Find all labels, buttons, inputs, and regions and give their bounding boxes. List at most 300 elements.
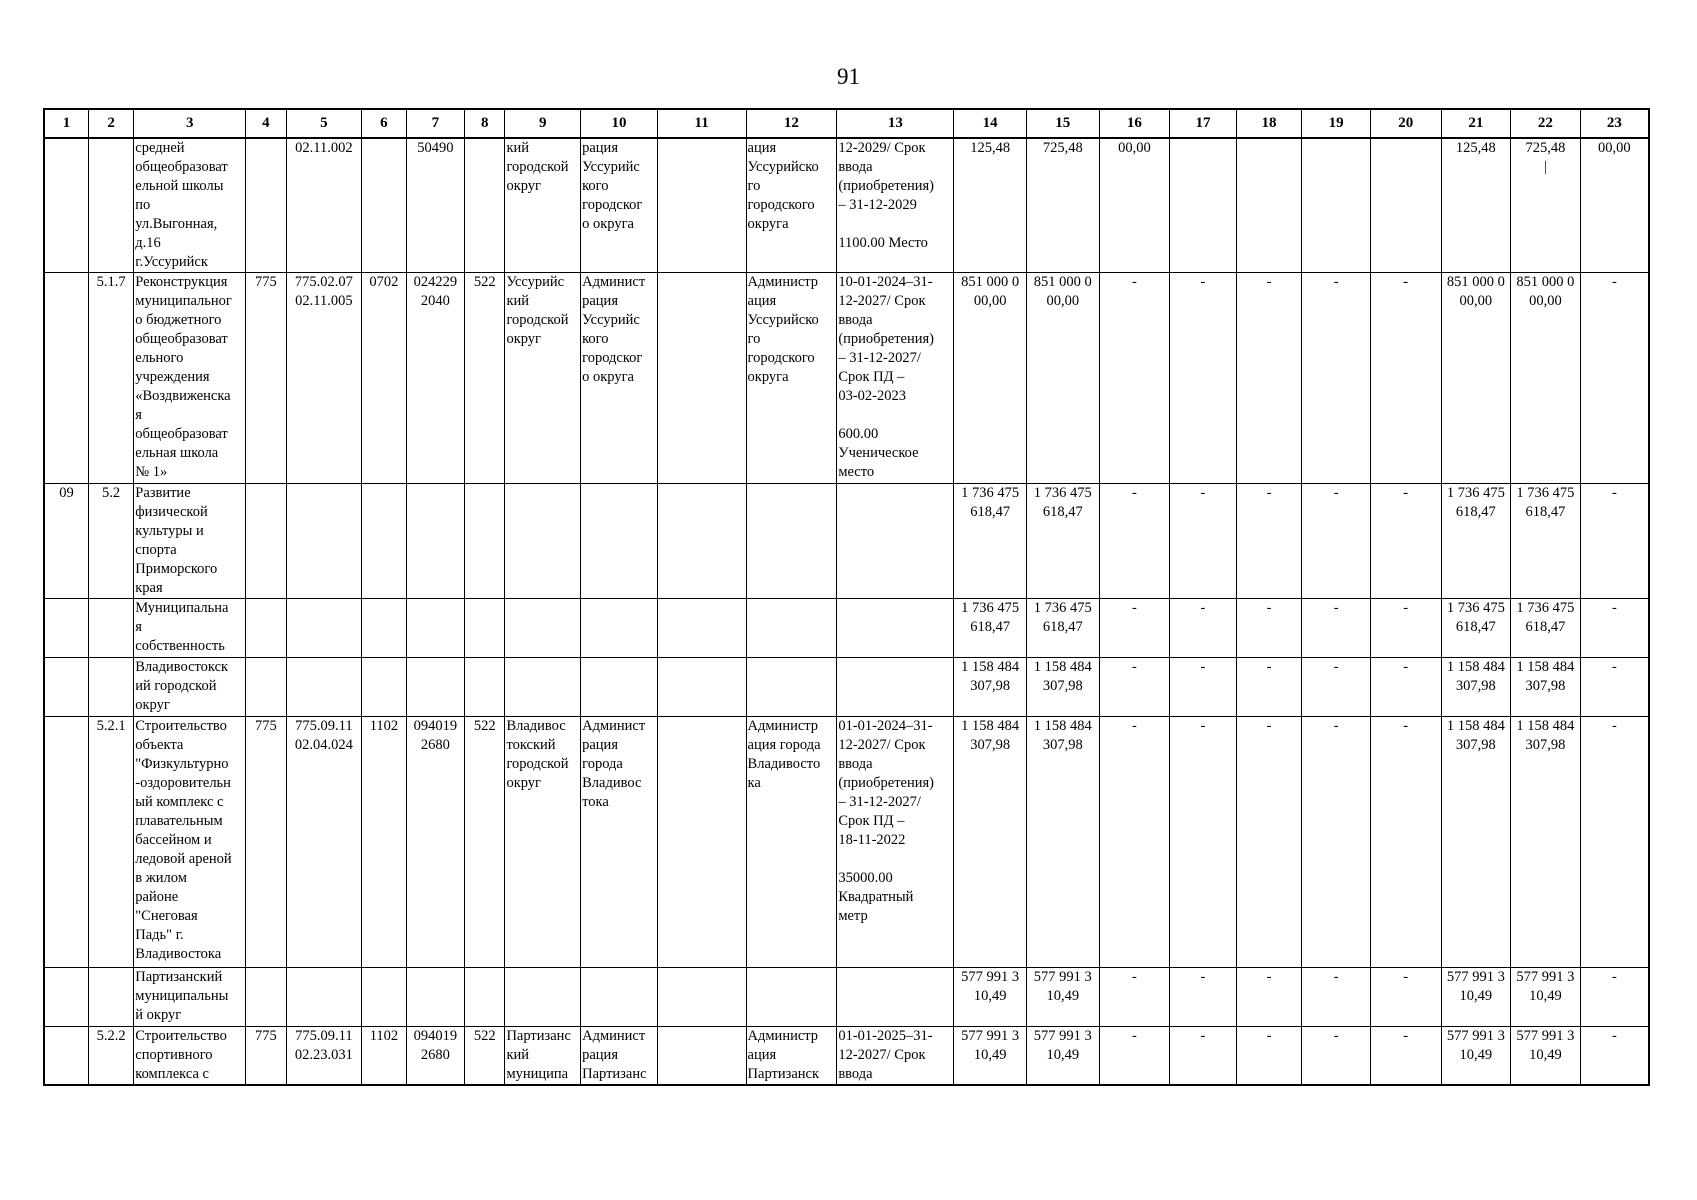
cell-text: 775 (255, 1028, 277, 1044)
table-cell (837, 273, 954, 484)
cell-text: Владивостокск ий городской округ (135, 659, 229, 713)
table-cell (465, 138, 505, 273)
table-cell (286, 717, 362, 968)
column-header: 5 (286, 109, 362, 138)
table-cell (134, 138, 246, 273)
table-cell (246, 1027, 286, 1086)
table-cell (465, 717, 505, 968)
table-cell (88, 599, 133, 658)
cell-text: - (1266, 718, 1272, 734)
cell-text: - (1611, 718, 1617, 734)
table-cell (1099, 968, 1170, 1027)
table-cell (1026, 658, 1099, 717)
table-cell (1170, 658, 1237, 717)
budget-table (43, 108, 1650, 1086)
table-cell (1236, 717, 1302, 968)
cell-text: 522 (473, 274, 496, 290)
cell-text: 5.2 (102, 485, 121, 501)
table-cell (746, 138, 837, 273)
table-cell (246, 968, 286, 1027)
table-cell (1370, 273, 1441, 484)
cell-text: 725,48 | (1525, 140, 1566, 175)
table-cell (505, 968, 581, 1027)
cell-text: 10-01-2024–31- 12-2027/ Срок ввода (приобретения) – 31-12-2027/ Срок ПД – 03-02-2023 600.00 Ученическое место (838, 274, 935, 480)
table-cell (1026, 717, 1099, 968)
table-cell (1170, 484, 1237, 599)
cell-text: Муниципальна я собственность (135, 600, 229, 654)
table-cell (1170, 717, 1237, 968)
cell-text: - (1131, 274, 1137, 290)
cell-text: Владивос токский городской округ (506, 718, 569, 791)
cell-text: 02.11.002 (295, 140, 353, 156)
cell-text: 522 (473, 718, 496, 734)
table-cell (246, 599, 286, 658)
table-cell (1026, 138, 1099, 273)
column-header: 17 (1170, 109, 1237, 138)
table-cell (1580, 658, 1649, 717)
cell-text: 851 000 0 00,00 (961, 274, 1020, 309)
table-cell (1580, 273, 1649, 484)
table-cell (954, 1027, 1027, 1086)
table-cell (505, 273, 581, 484)
table-cell (1302, 273, 1371, 484)
table-cell (44, 138, 88, 273)
cell-text: 851 000 0 00,00 (1033, 274, 1092, 309)
table-cell (1441, 273, 1511, 484)
table-cell (837, 717, 954, 968)
cell-text: - (1333, 969, 1339, 985)
table-cell (1170, 968, 1237, 1027)
column-header: 14 (954, 109, 1027, 138)
table-cell (746, 273, 837, 484)
table-cell (746, 599, 837, 658)
cell-text: 1 158 484 307,98 (1516, 718, 1575, 753)
table-cell (1511, 968, 1581, 1027)
table-cell (1580, 1027, 1649, 1086)
cell-text: - (1611, 274, 1617, 290)
cell-text: - (1333, 274, 1339, 290)
table-cell (465, 273, 505, 484)
table-cell (362, 658, 406, 717)
cell-text: - (1611, 600, 1617, 616)
cell-text: Строительство спортивного комплекса с (135, 1028, 227, 1082)
cell-text: 0702 (369, 274, 399, 290)
page-number: 91 (837, 64, 860, 89)
cell-text: 1 158 484 307,98 (1033, 718, 1092, 753)
table-cell (406, 1027, 465, 1086)
table-cell (362, 599, 406, 658)
table-cell (657, 599, 746, 658)
cell-text: 725,48 (1042, 140, 1083, 156)
cell-text: - (1403, 969, 1409, 985)
cell-text: - (1266, 600, 1272, 616)
table-cell (837, 138, 954, 273)
cell-text: 094019 2680 (413, 718, 458, 753)
cell-text: - (1266, 1028, 1272, 1044)
table-cell (465, 658, 505, 717)
table-cell (1370, 1027, 1441, 1086)
table-cell (134, 484, 246, 599)
cell-text: средней общеобразоват ельной школы по ул.Выгонная, д.16 г.Уссурийск (135, 140, 228, 270)
table-cell (1099, 273, 1170, 484)
cell-text: 1 158 484 307,98 (961, 659, 1020, 694)
table-cell (1441, 1027, 1511, 1086)
cell-text: - (1200, 600, 1206, 616)
cell-text: кий городской округ (506, 140, 569, 194)
column-header: 19 (1302, 109, 1371, 138)
cell-text: 775 (255, 718, 277, 734)
table-cell (286, 484, 362, 599)
table-cell (1370, 599, 1441, 658)
table-cell (954, 599, 1027, 658)
table-cell (505, 138, 581, 273)
table-row (44, 273, 1649, 484)
table-cell (1511, 138, 1581, 273)
cell-text: 577 991 3 10,49 (1516, 1028, 1575, 1063)
table-cell (1302, 1027, 1371, 1086)
cell-text: - (1403, 659, 1409, 675)
cell-text: Развитие физической культуры и спорта Приморского края (135, 485, 218, 596)
cell-text: - (1200, 274, 1206, 290)
column-header: 16 (1099, 109, 1170, 138)
cell-text: - (1333, 600, 1339, 616)
column-header: 9 (505, 109, 581, 138)
table-cell (362, 1027, 406, 1086)
table-cell (44, 968, 88, 1027)
cell-text: - (1266, 969, 1272, 985)
table-cell (837, 1027, 954, 1086)
table-cell (581, 658, 658, 717)
table-cell (134, 717, 246, 968)
cell-text: 094019 2680 (413, 1028, 458, 1063)
table-cell (954, 658, 1027, 717)
column-header: 2 (88, 109, 133, 138)
cell-text: - (1266, 659, 1272, 675)
table-cell (246, 484, 286, 599)
cell-text: Администр ация Уссурийско го городского округа (747, 274, 819, 385)
cell-text: 577 991 3 10,49 (961, 969, 1020, 1004)
table-cell (1236, 1027, 1302, 1086)
cell-text: - (1200, 485, 1206, 501)
table-cell (746, 658, 837, 717)
column-header: 23 (1580, 109, 1649, 138)
cell-text: - (1131, 718, 1137, 734)
table-cell (1441, 717, 1511, 968)
table-row (44, 717, 1649, 968)
cell-text: 5.2.2 (96, 1028, 126, 1044)
cell-text: Админист рация города Владивос тока (582, 718, 646, 810)
table-cell (88, 1027, 133, 1086)
column-header: 7 (406, 109, 465, 138)
table-cell (1511, 717, 1581, 968)
cell-text: - (1333, 485, 1339, 501)
table-cell (657, 968, 746, 1027)
table-cell (1099, 717, 1170, 968)
table-cell (837, 968, 954, 1027)
column-header: 18 (1236, 109, 1302, 138)
table-cell (406, 599, 465, 658)
column-header: 8 (465, 109, 505, 138)
cell-text: - (1200, 718, 1206, 734)
cell-text: 125,48 (1455, 140, 1496, 156)
cell-text: 851 000 0 00,00 (1516, 274, 1575, 309)
table-cell (88, 658, 133, 717)
cell-text: - (1266, 274, 1272, 290)
table-cell (246, 138, 286, 273)
table-cell (837, 599, 954, 658)
cell-text: 577 991 3 10,49 (1446, 1028, 1505, 1063)
table-cell (746, 1027, 837, 1086)
table-cell (954, 717, 1027, 968)
table-cell (286, 658, 362, 717)
table-cell (1580, 599, 1649, 658)
cell-text: - (1131, 600, 1137, 616)
cell-text: - (1131, 969, 1137, 985)
cell-text: 775.02.07 02.11.005 (294, 274, 353, 309)
table-cell (362, 484, 406, 599)
cell-text: 01-01-2025–31- 12-2027/ Срок ввода (838, 1028, 933, 1082)
table-cell (581, 968, 658, 1027)
table-cell (1441, 484, 1511, 599)
table-cell (1511, 1027, 1581, 1086)
cell-text: Уссурийс кий городской округ (506, 274, 569, 347)
table-cell (1302, 658, 1371, 717)
table-cell (1370, 484, 1441, 599)
table-cell (505, 484, 581, 599)
table-cell (1099, 599, 1170, 658)
table-cell (1580, 484, 1649, 599)
table-cell (286, 138, 362, 273)
table-cell (286, 599, 362, 658)
cell-text: 024229 2040 (413, 274, 458, 309)
cell-text: 1 736 475 618,47 (961, 485, 1020, 520)
table-cell (44, 1027, 88, 1086)
table-cell (581, 1027, 658, 1086)
cell-text: - (1333, 659, 1339, 675)
table-cell (88, 968, 133, 1027)
cell-text: 577 991 3 10,49 (1033, 1028, 1092, 1063)
table-cell (746, 484, 837, 599)
cell-text: 125,48 (970, 140, 1011, 156)
table-cell (1026, 484, 1099, 599)
table-cell (465, 484, 505, 599)
table-cell (246, 658, 286, 717)
table-cell (1580, 138, 1649, 273)
table-cell (505, 658, 581, 717)
table-cell (362, 968, 406, 1027)
column-header: 15 (1026, 109, 1099, 138)
cell-text: - (1131, 1028, 1137, 1044)
cell-text: 1102 (369, 718, 399, 734)
table-cell (1170, 273, 1237, 484)
column-header: 11 (657, 109, 746, 138)
cell-text: Партизанс кий муниципа (506, 1028, 571, 1082)
cell-text: - (1403, 274, 1409, 290)
table-cell (657, 138, 746, 273)
table-cell (406, 273, 465, 484)
table-cell (505, 599, 581, 658)
cell-text: - (1266, 485, 1272, 501)
table-cell (465, 1027, 505, 1086)
table-cell (406, 484, 465, 599)
cell-text: 01-01-2024–31- 12-2027/ Срок ввода (приобретения) – 31-12-2027/ Срок ПД – 18-11-2022 35000.00 Квадратный метр (838, 718, 935, 924)
cell-text: Администр ация Партизанск (747, 1028, 819, 1082)
cell-text: - (1403, 1028, 1409, 1044)
cell-text: Админист рация Уссурийс кого городског о округа (582, 274, 646, 385)
table-cell (134, 1027, 246, 1086)
cell-text: Партизанский муниципальны й округ (135, 969, 229, 1023)
table-cell (1302, 717, 1371, 968)
table-row (44, 658, 1649, 717)
table-cell (88, 273, 133, 484)
cell-text: - (1333, 718, 1339, 734)
cell-text: Строительство объекта "Физкультурно -оздоровительн ый комплекс с плавательным бассейном и ледовой ареной в жилом районе "Снеговая Падь" г. Владивостока (135, 718, 232, 962)
table-cell (44, 273, 88, 484)
column-header: 10 (581, 109, 658, 138)
table-cell (246, 717, 286, 968)
cell-text: 1 736 475 618,47 (1446, 600, 1505, 635)
cell-text: рация Уссурийс кого городског о округа (582, 140, 643, 232)
table-cell (1026, 1027, 1099, 1086)
cell-text: - (1403, 485, 1409, 501)
table-cell (954, 273, 1027, 484)
table-cell (1170, 599, 1237, 658)
cell-text: 775 (255, 274, 277, 290)
cell-text: Реконструкция муниципальног о бюджетного общеобразоват ельного учреждения «Воздвиженска я общеобразоват ельная школа № 1» (135, 274, 232, 480)
column-header: 3 (134, 109, 246, 138)
table-cell (44, 484, 88, 599)
table-cell (657, 1027, 746, 1086)
table-cell (505, 1027, 581, 1086)
table-cell (1099, 484, 1170, 599)
table-cell (581, 599, 658, 658)
cell-text: 1 158 484 307,98 (1446, 718, 1505, 753)
column-header: 1 (44, 109, 88, 138)
table-cell (1511, 599, 1581, 658)
cell-text: - (1611, 1028, 1617, 1044)
cell-text: 09 (59, 485, 74, 501)
table-cell (1580, 968, 1649, 1027)
table-cell (1026, 968, 1099, 1027)
table-cell (1441, 968, 1511, 1027)
cell-text: 12-2029/ Срок ввода (приобретения) – 31-12-2029 1100.00 Место (838, 140, 935, 251)
table-cell (1302, 599, 1371, 658)
table-cell (1236, 599, 1302, 658)
table-cell (581, 138, 658, 273)
cell-text: 00,00 (1598, 140, 1631, 156)
table-cell (134, 599, 246, 658)
table-cell (1441, 138, 1511, 273)
table-cell (954, 968, 1027, 1027)
table-cell (1236, 484, 1302, 599)
table-row (44, 138, 1649, 273)
table-cell (406, 717, 465, 968)
table-cell (1441, 658, 1511, 717)
column-header: 4 (246, 109, 286, 138)
table-cell (406, 138, 465, 273)
table-cell (954, 138, 1027, 273)
cell-text: 1 736 475 618,47 (1033, 600, 1092, 635)
cell-text: 5.1.7 (96, 274, 126, 290)
cell-text: ация Уссурийско го городского округа (747, 140, 819, 232)
cell-text: - (1200, 659, 1206, 675)
table-row (44, 484, 1649, 599)
cell-text: 577 991 3 10,49 (1516, 969, 1575, 1004)
table-cell (1370, 658, 1441, 717)
cell-text: 1 158 484 307,98 (1033, 659, 1092, 694)
cell-text: Админист рация Партизанс (582, 1028, 647, 1082)
table-cell (362, 273, 406, 484)
table-cell (44, 658, 88, 717)
cell-text: 1 736 475 618,47 (961, 600, 1020, 635)
table-cell (88, 484, 133, 599)
table-cell (1302, 484, 1371, 599)
table-cell (1099, 658, 1170, 717)
column-header: 6 (362, 109, 406, 138)
table-cell (581, 717, 658, 968)
table-cell (657, 484, 746, 599)
table-cell (837, 658, 954, 717)
column-header: 20 (1370, 109, 1441, 138)
cell-text: 775.09.11 02.04.024 (294, 718, 353, 753)
table-cell (465, 968, 505, 1027)
table-cell (44, 599, 88, 658)
cell-text: Администр ация города Владивосто ка (747, 718, 821, 791)
table-cell (134, 658, 246, 717)
table-cell (1441, 599, 1511, 658)
cell-text: - (1611, 659, 1617, 675)
table-cell (1370, 717, 1441, 968)
cell-text: 851 000 0 00,00 (1446, 274, 1505, 309)
table-cell (1170, 138, 1237, 273)
cell-text: - (1131, 485, 1137, 501)
table-cell (657, 658, 746, 717)
cell-text: 5.2.1 (96, 718, 126, 734)
table-cell (88, 717, 133, 968)
table-cell (134, 968, 246, 1027)
table-cell (246, 273, 286, 484)
table-cell (1026, 273, 1099, 484)
cell-text: 577 991 3 10,49 (1446, 969, 1505, 1004)
cell-text: 1 736 475 618,47 (1033, 485, 1092, 520)
cell-text: 1102 (369, 1028, 399, 1044)
table-cell (362, 717, 406, 968)
table-cell (954, 484, 1027, 599)
cell-text: - (1200, 969, 1206, 985)
cell-text: 1 736 475 618,47 (1516, 600, 1575, 635)
table-row (44, 1027, 1649, 1086)
cell-text: - (1200, 1028, 1206, 1044)
table-cell (657, 273, 746, 484)
cell-text: 775.09.11 02.23.031 (294, 1028, 353, 1063)
cell-text: 1 158 484 307,98 (1516, 659, 1575, 694)
table-cell (1099, 138, 1170, 273)
table-cell (286, 968, 362, 1027)
table-cell (1302, 138, 1371, 273)
cell-text: 1 736 475 618,47 (1516, 485, 1575, 520)
cell-text: 00,00 (1118, 140, 1151, 156)
cell-text: - (1403, 718, 1409, 734)
cell-text: - (1611, 485, 1617, 501)
table-cell (1580, 717, 1649, 968)
table-cell (465, 599, 505, 658)
table-cell (1511, 273, 1581, 484)
cell-text: - (1131, 659, 1137, 675)
cell-text: - (1333, 1028, 1339, 1044)
cell-text: 1 158 484 307,98 (961, 718, 1020, 753)
table-cell (581, 273, 658, 484)
table-cell (1026, 599, 1099, 658)
